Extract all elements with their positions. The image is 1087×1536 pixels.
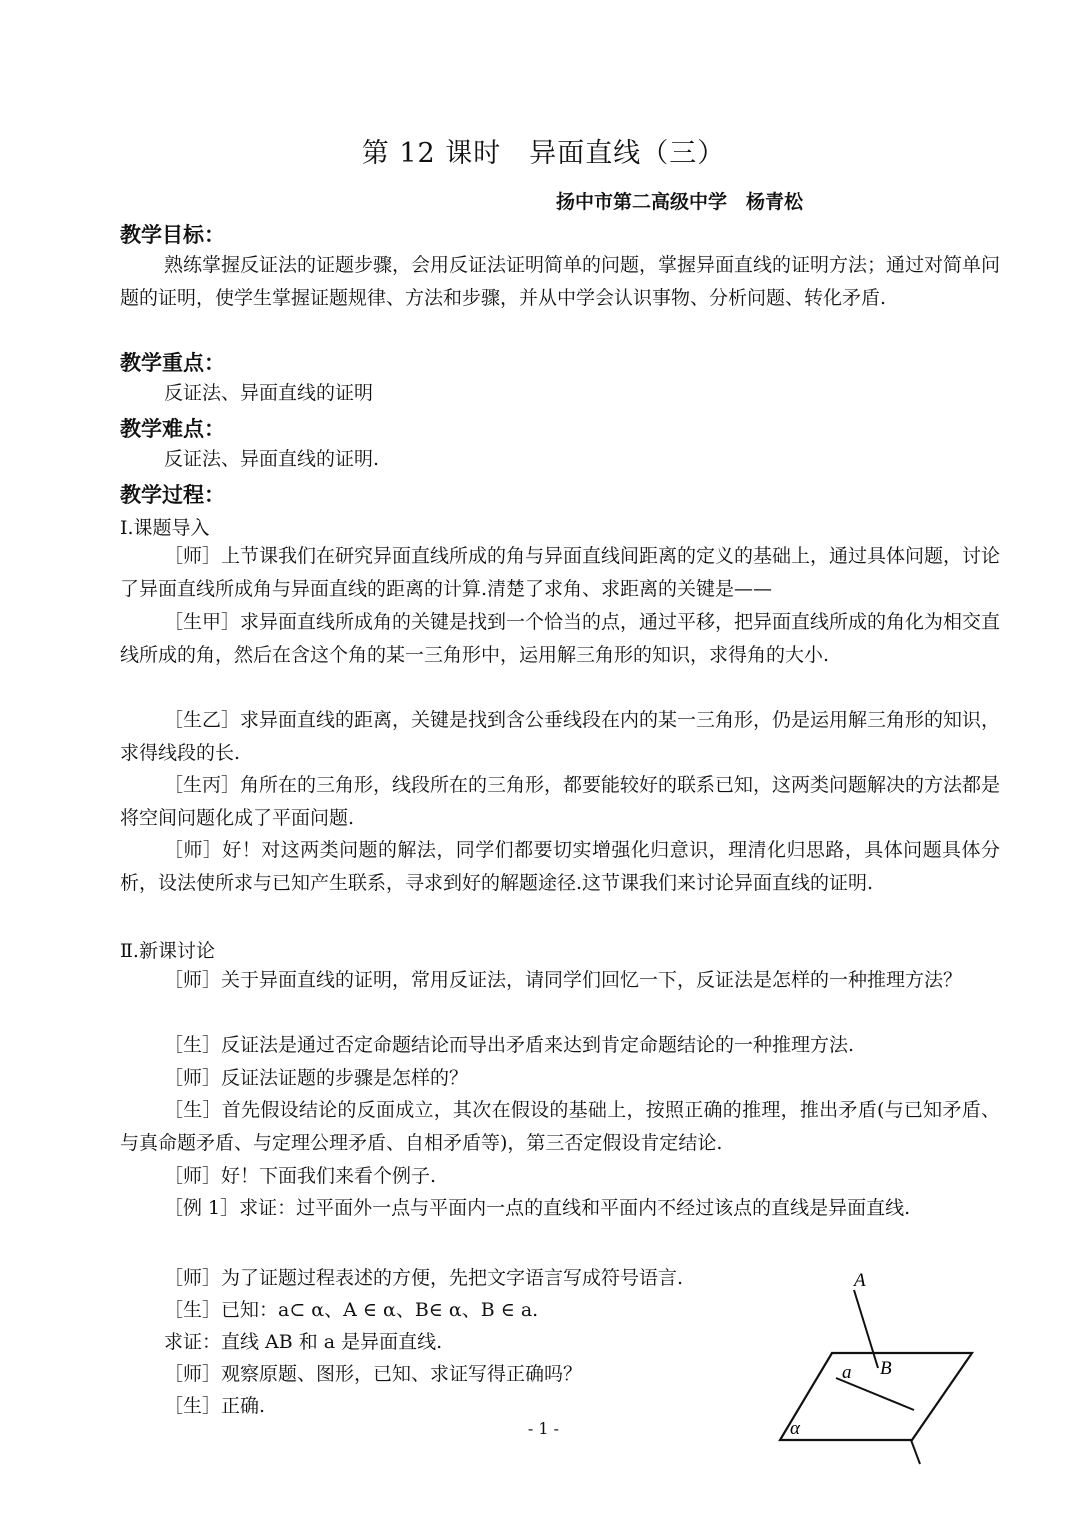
difficulties-heading: 教学难点： (120, 417, 225, 441)
part2-heading: Ⅱ.新课讨论 (120, 940, 215, 962)
part1-paragraph: ［师］好！对这两类问题的解法，同学们都要切实增强化归意识，理清化归思路，具体问题具体分析，设法使所求与已知产生联系，寻求到好的解题途径.这节课我们来讨论异面直线的证明. (120, 839, 1000, 894)
page-title: 第 12 课时 异面直线（三） (361, 138, 726, 169)
label-B: B (880, 1358, 892, 1379)
key-points-heading: 教学重点： (120, 351, 225, 375)
geometry-figure (770, 1268, 990, 1468)
line-AB-extension (911, 1440, 920, 1464)
part2-paragraph: ［生］首先假设结论的反面成立，其次在假设的基础上，按照正确的推理，推出矛盾(与已知矛盾、与真命题矛盾、与定理公理矛盾、自相矛盾等)，第三否定假设肯定结论. (120, 1099, 1000, 1154)
page-number: - 1 - (527, 1419, 560, 1438)
part2-paragraph: ［生］正确. (164, 1395, 266, 1417)
part1-paragraph: ［师］上节课我们在研究异面直线所成的角与异面直线间距离的定义的基础上，通过具体问题，讨论了异面直线所成角与异面直线的距离的计算.清楚了求角、求距离的关键是—— (120, 545, 1001, 600)
part2-paragraph: ［生］反证法是通过否定命题结论而导出矛盾来达到肯定命题结论的一种推理方法. (164, 1034, 855, 1056)
label-alpha: α (790, 1418, 800, 1439)
part2-paragraph: ［师］关于异面直线的证明，常用反证法，请同学们回忆一下，反证法是怎样的一种推理方法？ (164, 969, 963, 991)
part2-paragraph: ［师］好！下面我们来看个例子. (164, 1165, 437, 1187)
part1-heading: Ⅰ.课题导入 (120, 517, 210, 539)
label-A: A (854, 1270, 866, 1291)
example-1: ［例 1］求证：过平面外一点与平面内一点的直线和平面内不经过该点的直线是异面直线. (164, 1197, 911, 1219)
objectives-text: 熟练掌握反证法的证题步骤，会用反证法证明简单的问题，掌握异面直线的证明方法；通过对简单问题的证明，使学生掌握证题规律、方法和步骤，并从中学会认识事物、分析问题、转化矛盾. (120, 254, 1001, 309)
author-line: 扬中市第二高级中学 杨青松 (556, 191, 804, 213)
part1-paragraph: ［生甲］求异面直线所成角的关键是找到一个恰当的点，通过平移，把异面直线所成的角化为相交直线所成的角，然后在含这个角的某一三角形中，运用解三角形的知识，求得角的大小. (120, 611, 1001, 666)
part2-paragraph: ［师］反证法证题的步骤是怎样的？ (164, 1067, 469, 1089)
part2-paragraph: ［师］为了证题过程表述的方便，先把文字语言写成符号语言. (164, 1267, 684, 1289)
key-points-text: 反证法、异面直线的证明 (164, 382, 374, 404)
label-a: a (842, 1362, 852, 1383)
part1-paragraph: ［生丙］角所在的三角形，线段所在的三角形，都要能较好的联系已知，这两类问题解决的方法都是将空间问题化成了平面问题. (120, 774, 1001, 829)
part1-paragraph: ［生乙］求异面直线的距离，关键是找到含公垂线段在内的某一三角形，仍是运用解三角形的知识，求得线段的长. (120, 709, 1001, 764)
prove-statement: 求证：直线 AB 和 a 是异面直线. (164, 1331, 443, 1353)
part2-paragraph: ［师］观察原题、图形，已知、求证写得正确吗？ (164, 1363, 583, 1385)
line-AB (854, 1290, 878, 1368)
given-statement: ［生］已知：a⊂ α、A ∈ α、B∈ α、B ∈ a. (164, 1299, 539, 1321)
difficulties-text: 反证法、异面直线的证明. (164, 448, 380, 470)
objectives-heading: 教学目标： (120, 223, 225, 247)
process-heading: 教学过程： (120, 483, 225, 507)
